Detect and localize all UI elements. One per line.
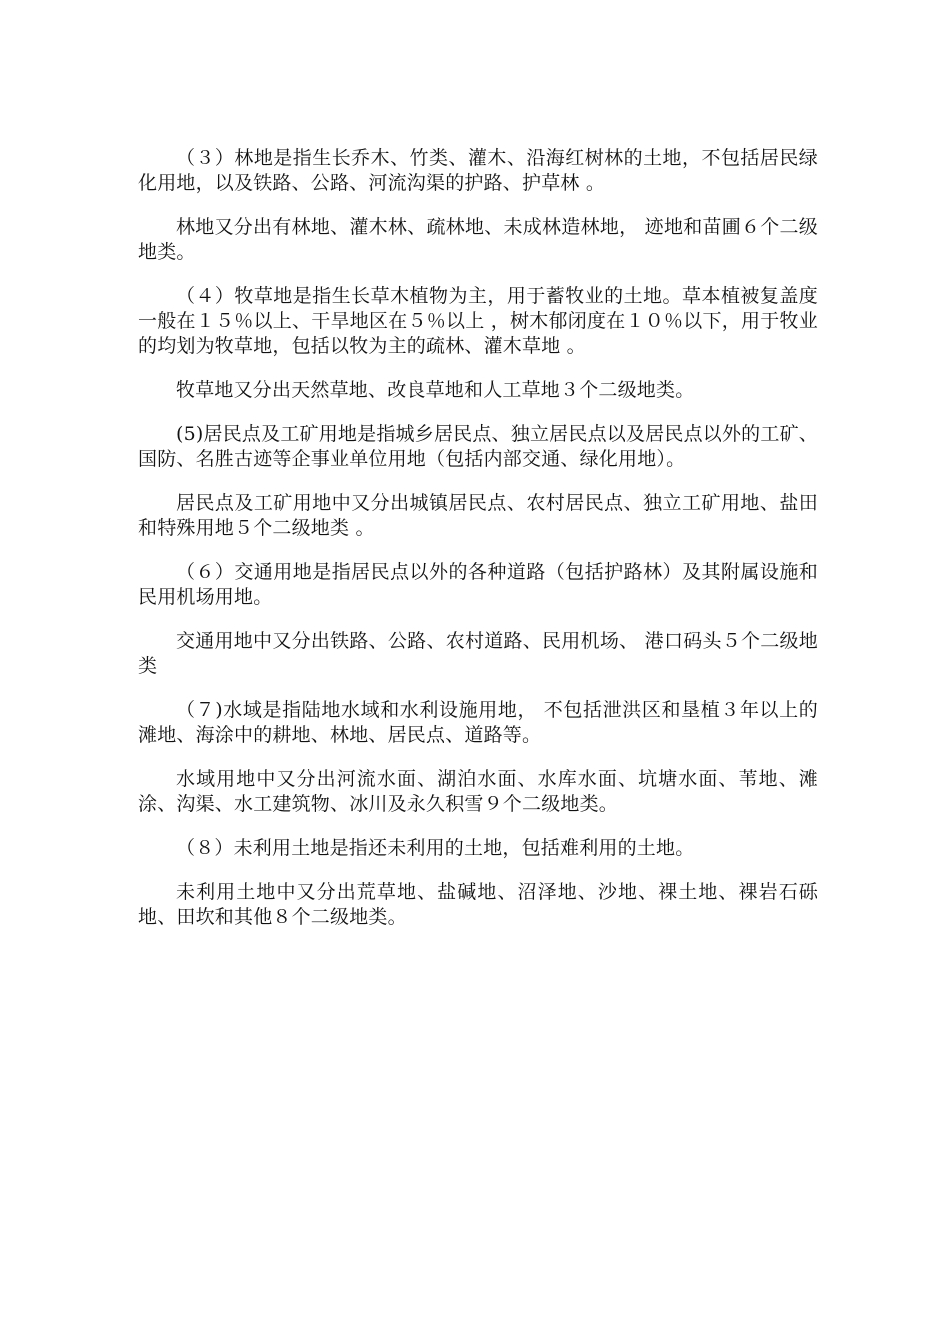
paragraph-pasture-subclasses: 牧草地又分出天然草地、改良草地和人工草地３个二级地类。 [176, 379, 695, 401]
paragraph-water-subclasses: 水域用地中又分出河流水面、湖泊水面、水库水面、坑塘水面、苇地、滩涂、沟渠、水工建筑物、冰川及永久积雪９个二级地类。 [138, 768, 818, 815]
paragraph-transport-subclasses: 交通用地中又分出铁路、公路、农村道路、民用机场、 港口码头５个二级地类 [138, 630, 818, 677]
paragraph-transport-definition: （６）交通用地是指居民点以外的各种道路（包括护路林）及其附属设施和民用机场用地。 [138, 561, 818, 608]
paragraph-forest-land-subclasses: 林地又分出有林地、灌木林、疏林地、未成林造林地， 迹地和苗圃６个二级地类。 [138, 216, 818, 263]
paragraph-forest-land-definition: （３）林地是指生长乔木、竹类、灌木、沿海红树林的土地，不包括居民绿化用地，以及铁路、公路、河流沟渠的护路、护草林 。 [138, 147, 818, 194]
paragraph-pasture-definition: （４）牧草地是指生长草木植物为主，用于蓄牧业的土地。草本植被复盖度一般在１５％以上、干旱地区在５％以上 ，树木郁闭度在１０％以下，用于牧业的均划为牧草地，包括以牧为主的疏林、灌木草地 。 [138, 285, 818, 357]
document-body [138, 146, 818, 949]
paragraph-residential-subclasses: 居民点及工矿用地中又分出城镇居民点、农村居民点、独立工矿用地、盐田和特殊用地５个二级地类 。 [138, 492, 818, 539]
paragraph-residential-definition: (5)居民点及工矿用地是指城乡居民点、独立居民点以及居民点以外的工矿、国防、名胜古迹等企事业单位用地（包括内部交通、绿化用地）。 [138, 423, 818, 470]
paragraph-unused-land-definition: （８）未利用土地是指还未利用的土地，包括难利用的土地。 [176, 837, 695, 859]
paragraph-unused-land-subclasses: 未利用土地中又分出荒草地、盐碱地、沼泽地、沙地、裸土地、裸岩石砾地、田坎和其他８个二级地类。 [138, 881, 818, 928]
paragraph-water-definition: （７)水域是指陆地水域和水利设施用地， 不包括泄洪区和垦植３年以上的滩地、海涂中的耕地、林地、居民点、道路等。 [138, 699, 818, 746]
